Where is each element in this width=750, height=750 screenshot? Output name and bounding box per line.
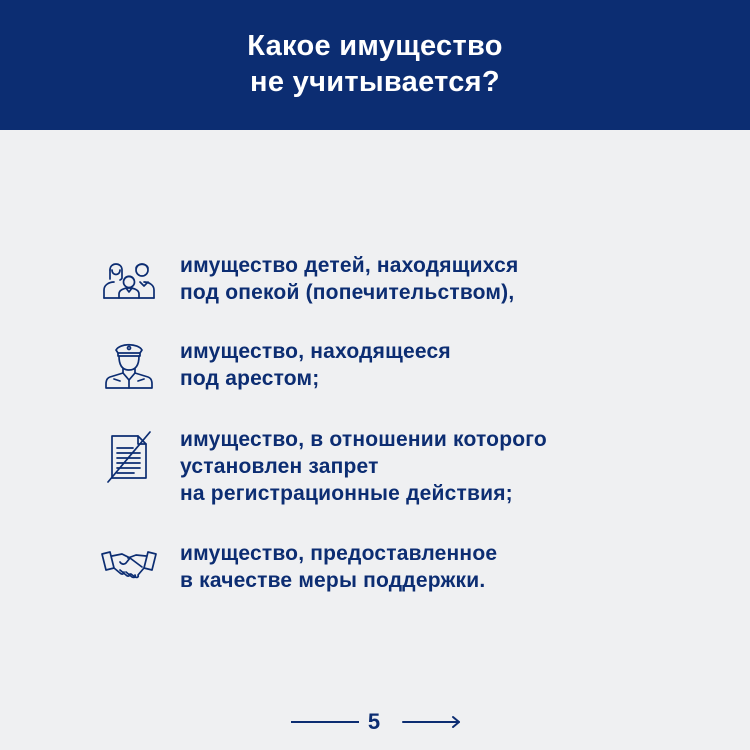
pagination [0, 706, 750, 738]
handshake-icon [100, 540, 158, 598]
item-line: под арестом; [180, 367, 320, 390]
pager-divider-line [291, 721, 359, 723]
item-text [180, 338, 451, 392]
item-text [180, 540, 497, 594]
title-line-2: не учитывается? [250, 66, 500, 98]
page-number: 5 [367, 709, 381, 734]
list-item-arrested-property [100, 338, 451, 396]
officer-icon [100, 338, 158, 396]
crossed-document-icon [100, 426, 158, 484]
item-line: установлен запрет [180, 455, 379, 478]
item-line: имущество, в отношении которого [180, 428, 547, 451]
next-arrow-icon[interactable] [402, 714, 462, 730]
family-icon [100, 252, 158, 310]
item-line: в качестве меры поддержки. [180, 569, 486, 592]
title-line-1: Какое имущество [247, 30, 503, 62]
item-line: на регистрационные действия; [180, 482, 513, 505]
item-line: имущество, предоставленное [180, 542, 498, 565]
item-line: имущество, находящееся [180, 340, 451, 363]
item-line: имущество детей, находящихся [180, 254, 519, 277]
list-item-registration-ban [100, 426, 547, 507]
item-text [180, 426, 547, 507]
item-text [180, 252, 518, 306]
item-line: под опекой (попечительством), [180, 281, 515, 304]
list-item-support-measure [100, 540, 497, 598]
list-item-children-property [100, 252, 518, 310]
